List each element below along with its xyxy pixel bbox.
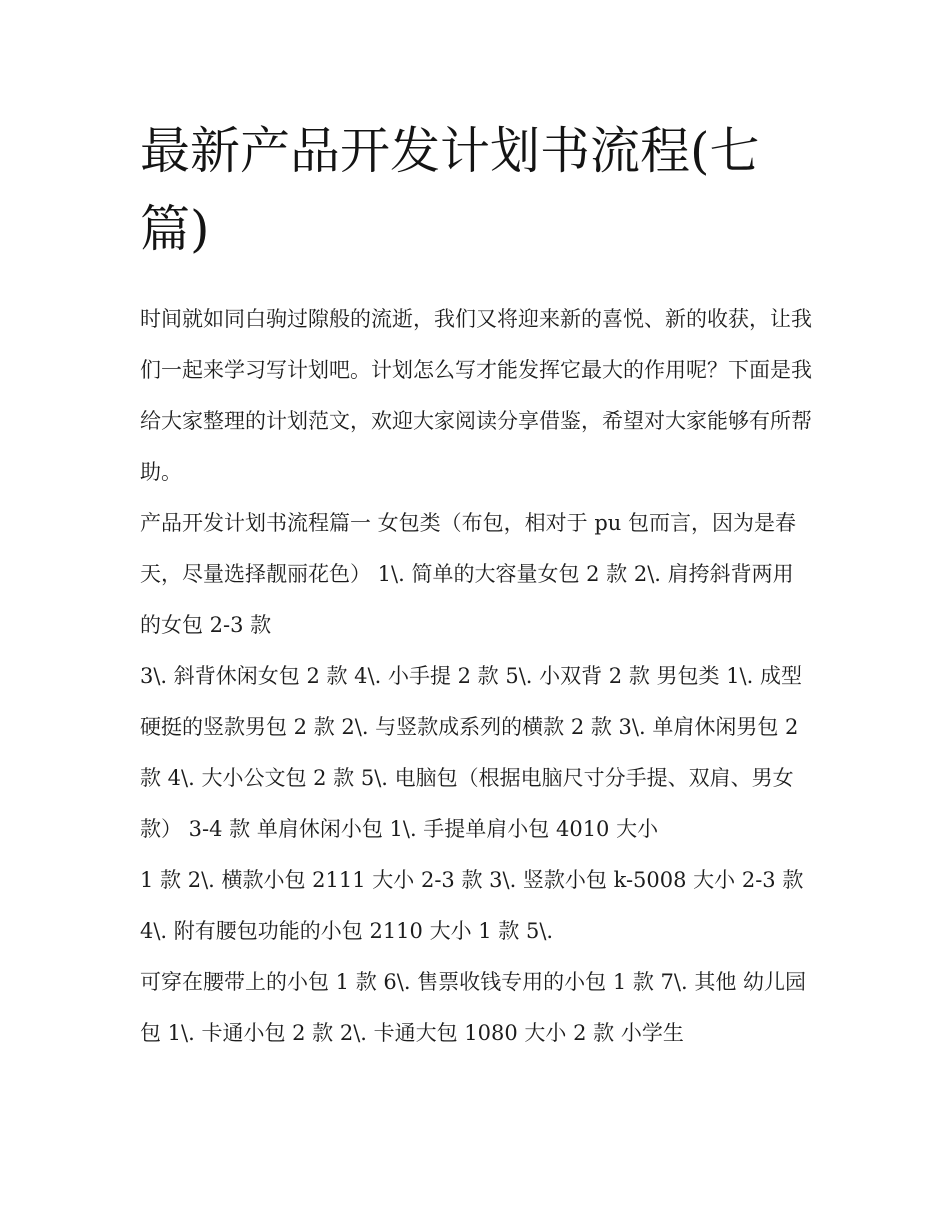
body-paragraph-4: 可穿在腰带上的小包 1 款 6\. 售票收钱专用的小包 1 款 7\. 其他 幼儿园包 1\. 卡通小包 2 款 2\. 卡通大包 1080 大小 2 款 小学生 <box>140 970 807 1045</box>
document-body <box>140 112 812 1059</box>
body-paragraph-3: 1 款 2\. 横款小包 2111 大小 2-3 款 3\. 竖款小包 k-5008 大小 2-3 款 4\. 附有腰包功能的小包 2110 大小 1 款 5\. <box>140 868 804 943</box>
body-paragraph-1: 产品开发计划书流程篇一 女包类（布包，相对于 pu 包而言，因为是春天，尽量选择靓丽花色） 1\. 简单的大容量女包 2 款 2\. 肩挎斜背两用的女包 2-3 款 <box>140 511 796 637</box>
body-paragraph-2: 3\. 斜背休闲女包 2 款 4\. 小手提 2 款 5\. 小双背 2 款 男包类 1\. 成型硬挺的竖款男包 2 款 2\. 与竖款成系列的横款 2 款 3\. 单肩休闲男包 2 款 4\. 大小公文包 2 款 5\. 电脑包（根据电脑尺寸分手提、双肩、男女款） 3-4 款 单肩休闲小包 1\. 手提单肩小包 4010 大小 <box>140 664 802 841</box>
document-title: 最新产品开发计划书流程(七篇) <box>140 122 760 258</box>
intro-paragraph: 时间就如同白驹过隙般的流逝，我们又将迎来新的喜悦、新的收获，让我们一起来学习写计划吧。计划怎么写才能发挥它最大的作用呢？下面是我给大家整理的计划范文，欢迎大家阅读分享借鉴，希望对大家能够有所帮助。 <box>140 307 812 484</box>
